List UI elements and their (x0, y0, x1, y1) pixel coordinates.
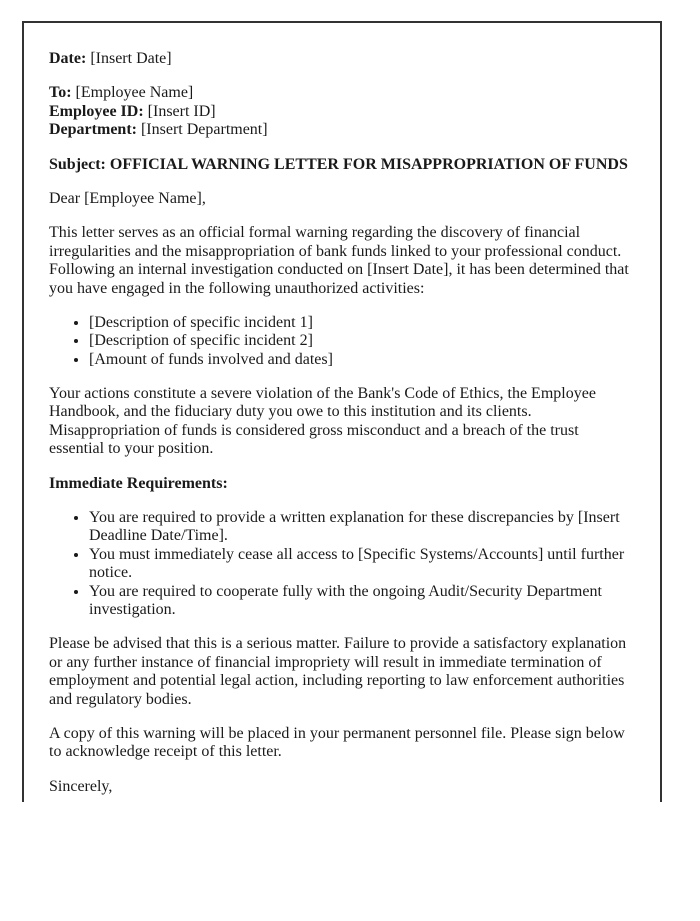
record-paragraph: A copy of this warning will be placed in your permanent personnel file. Please sign below to acknowledge receipt of this letter. (49, 724, 625, 761)
violation-paragraph: Your actions constitute a severe violation of the Bank's Code of Ethics, the Employee Handbook, and the fiduciary duty you owe to this institution and its clients. Misappropriation of funds is considered gross misconduct and a breach of the trust essential to your position. (49, 385, 596, 458)
date-value: [Insert Date] (90, 50, 172, 67)
date-line (49, 50, 634, 68)
department-value: [Insert Department] (140, 121, 268, 139)
closing: Sincerely, (49, 777, 113, 795)
intro-paragraph: This letter serves as an official formal warning regarding the discovery of financial irregularities and the misappropriation of bank funds linked to your professional conduct. Following an internal investigation conducted on [Insert Date], it has been determined that you have engaged in the following unauthorized activities: (49, 224, 629, 297)
requirement-item: • You must immediately cease all access to [Specific Systems/Accounts] until further notice. (89, 546, 634, 583)
incident-item: • [Description of specific incident 2] (89, 332, 634, 350)
incident-item: • [Description of specific incident 1] (89, 314, 634, 332)
requirement-item: • You are required to cooperate fully with the ongoing Audit/Security Department investigation. (89, 583, 634, 620)
subject-line: Subject: OFFICIAL WARNING LETTER FOR MISAPPROPRIATION OF FUNDS (49, 155, 628, 173)
recipient-block (49, 84, 634, 139)
employee-id-label: Employee ID: (49, 102, 144, 120)
date-label: Date: (49, 50, 87, 67)
employee-id-value: [Insert ID] (147, 102, 216, 120)
requirement-item: • You are required to provide a written explanation for these discrepancies by [Insert Deadline Date/Time]. (89, 509, 634, 546)
warning-paragraph: Please be advised that this is a serious matter. Failure to provide a satisfactory explanation or any further instance of financial impropriety will result in immediate termination of employment and potential legal action, including reporting to law enforcement authorities and regulatory bodies. (49, 635, 627, 708)
requirements-list (49, 509, 634, 619)
warning-letter-document (22, 21, 662, 802)
to-label: To: (49, 84, 72, 102)
to-value: [Employee Name] (75, 84, 194, 102)
department-label: Department: (49, 121, 137, 139)
incident-item: • [Amount of funds involved and dates] (89, 351, 634, 369)
greeting: Dear [Employee Name], (49, 189, 206, 207)
incident-list (49, 314, 634, 369)
requirements-heading: Immediate Requirements: (49, 474, 228, 492)
